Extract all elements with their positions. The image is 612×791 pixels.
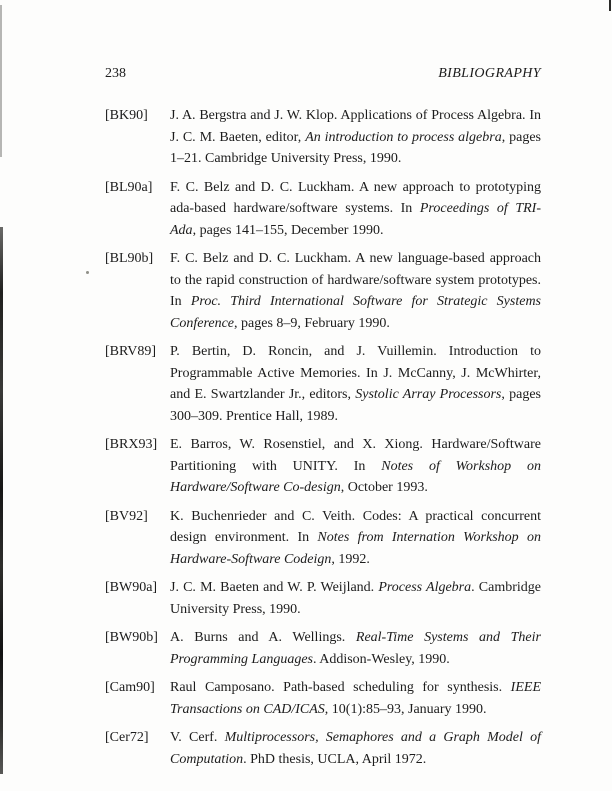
- entry-text-segment: , pages 1–21. Cambridge University Press, 1990.: [170, 129, 541, 166]
- entry-text-segment: F. C. Belz and D. C. Luckham. A new language-based approach to the rapid construction of hardware/software system prototypes. In: [170, 251, 541, 309]
- entry-label: [BL90b]: [105, 251, 154, 266]
- entry-title-italic: Systolic Array Processors: [355, 387, 502, 402]
- bibliography-entry: [105, 727, 541, 770]
- entry-title-italic: Proceedings of TRI-Ada: [170, 201, 542, 238]
- entry-text-segment: . Cambridge University Press, 1990.: [170, 580, 541, 617]
- entry-text-segment: , pages 8–9, February 1990.: [234, 315, 390, 331]
- bibliography-entry: [105, 677, 541, 720]
- entry-label: [Cam90]: [105, 680, 155, 695]
- entry-text-segment: , pages 141–155, December 1990.: [192, 222, 384, 238]
- page-number: 238: [105, 66, 126, 81]
- entry-text-segment: , October 1993.: [340, 480, 428, 495]
- entry-text-segment: K. Buchenrieder and C. Veith. Codes: A practical concurrent design environment. In: [170, 508, 541, 545]
- entry-text-segment: J. A. Bergstra and J. W. Klop. Applications of Process Algebra. In J. C. M. Baeten, editor,: [170, 108, 541, 145]
- entry-text-segment: , 10(1):85–93, January 1990.: [324, 701, 487, 717]
- entry-title-italic: An introduction to process algebra: [305, 129, 502, 145]
- entry-text-segment: J. C. M. Baeten and W. P. Weijland.: [170, 580, 379, 595]
- entry-label: [BV92]: [105, 508, 148, 524]
- entry-label: [BRV89]: [105, 344, 156, 359]
- running-title: BIBLIOGRAPHY: [438, 66, 541, 81]
- bibliography-entry: [105, 627, 541, 670]
- bibliography-entry: [105, 506, 541, 571]
- entry-text: [170, 727, 541, 770]
- scan-artifact-left-edge-light: [0, 5, 2, 157]
- bibliography-entry: [105, 105, 541, 170]
- page-header: [105, 66, 541, 82]
- entry-text: [170, 577, 541, 620]
- entry-label: [Cer72]: [105, 730, 149, 745]
- entry-text-segment: Raul Camposano. Path-based scheduling for synthesis.: [170, 680, 511, 695]
- entry-title-italic: IEEE Transactions on CAD/ICAS: [170, 680, 541, 717]
- scan-artifact-left-edge-dark: [0, 227, 3, 774]
- entry-label: [BRX93]: [105, 437, 158, 452]
- entry-text: [170, 105, 541, 170]
- entry-text-segment: , pages 300–309. Prentice Hall, 1989.: [170, 387, 542, 424]
- entry-title-italic: Proc. Third International Software for Strategic Systems Conference: [170, 294, 541, 331]
- bibliography-entry: [105, 177, 541, 242]
- bibliography-entry: [105, 341, 541, 427]
- entry-text-segment: E. Barros, W. Rosenstiel, and X. Xiong. Hardware/Software Partitioning with UNITY. In: [170, 437, 541, 474]
- entry-text: [170, 341, 541, 427]
- entry-text: [170, 677, 541, 720]
- entry-text-segment: , 1992.: [331, 551, 370, 567]
- scan-artifact-top-right: [609, 0, 611, 11]
- bibliography-list: [105, 105, 541, 770]
- entry-text-segment: . PhD thesis, UCLA, April 1972.: [243, 751, 427, 767]
- entry-title-italic: Notes of Workshop on Hardware/Software Co-design: [170, 458, 541, 495]
- entry-title-italic: Process Algebra: [378, 580, 472, 595]
- entry-text: [170, 627, 541, 670]
- bibliography-entry: [105, 434, 541, 499]
- entry-text: [170, 177, 541, 242]
- entry-text-segment: P. Bertin, D. Roncin, and J. Vuillemin. Introduction to Programmable Active Memories. In J. McCanny, J. McWhirter, and E. Swartzlander Jr., editors,: [170, 344, 541, 402]
- entry-text: [170, 434, 541, 499]
- bibliography-entry: [105, 577, 541, 620]
- entry-title-italic: Real-Time Systems and Their Programming Languages: [170, 630, 541, 667]
- entry-label: [BL90a]: [105, 179, 153, 195]
- scan-speck: [86, 271, 89, 274]
- page-content: [105, 66, 541, 777]
- entry-title-italic: Multiprocessors, Semaphores and a Graph Model of Computation: [170, 730, 541, 767]
- entry-text-segment: V. Cerf.: [170, 730, 225, 745]
- entry-label: [BW90b]: [105, 630, 158, 645]
- entry-text-segment: F. C. Belz and D. C. Luckham. A new approach to prototyping ada-based hardware/software systems. In: [170, 179, 541, 216]
- entry-text-segment: . Addison-Wesley, 1990.: [313, 651, 450, 667]
- entry-title-italic: Notes from Internation Workshop on Hardware-Software Codeign: [170, 530, 541, 567]
- bibliography-entry: [105, 248, 541, 334]
- entry-text: [170, 248, 541, 334]
- entry-text-segment: A. Burns and A. Wellings.: [170, 630, 356, 645]
- entry-label: [BW90a]: [105, 580, 158, 595]
- entry-label: [BK90]: [105, 108, 148, 123]
- entry-text: [170, 506, 541, 571]
